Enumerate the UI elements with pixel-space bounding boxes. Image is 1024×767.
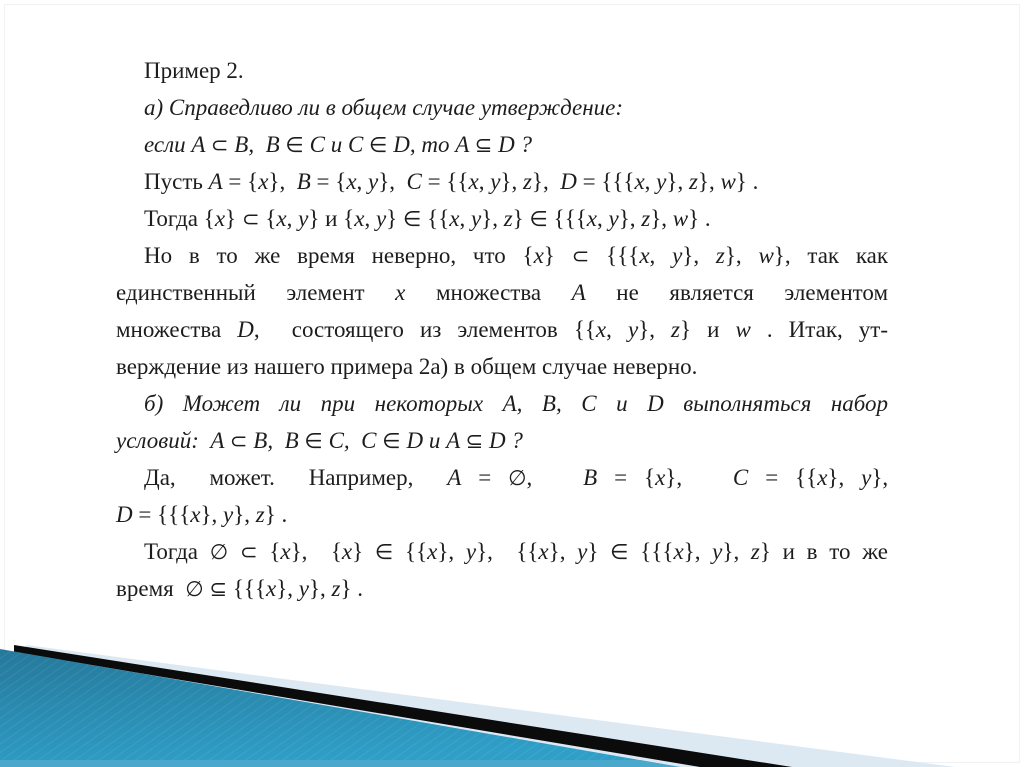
text-line: Пусть A = {x}, B = {x, y}, C = {{x, y}, z}, D = {{{x, y}, z}, w} . — [144, 169, 759, 194]
text-line: условий: A ⊂ B, B ∈ C, C ∈ D и A ⊆ D ? — [116, 428, 523, 453]
text-line: Тогда {x} ⊂ {x, y} и {x, y} ∈ {{x, y}, z} ∈ {{{x, y}, z}, w} . — [144, 206, 711, 231]
text-line: D = {{{x}, y}, z} . — [116, 502, 288, 527]
bottom-light-strip — [0, 760, 680, 767]
heading: Пример 2. — [144, 58, 244, 83]
corner-decoration — [0, 636, 1024, 767]
text-line: множества D, состоящего из элементов {{x, y}, z} и w . Итак, ут- — [116, 317, 889, 342]
text-line: а) Справедливо ли в общем случае утверждение: — [144, 95, 624, 120]
text-line: если A ⊂ B, B ∈ C и C ∈ D, то A ⊆ D ? — [144, 132, 532, 157]
text-line: верждение из нашего примера 2а) в общем случае неверно. — [116, 354, 698, 379]
text-line: Но в то же время неверно, что {x} ⊂ {{{x, y}, z}, w}, так как — [144, 243, 889, 268]
text-line: Да, может. Например, A = ∅, B = {x}, C = {{x}, y}, — [144, 465, 889, 490]
text-line: единственный элемент x множества A не является элементом — [116, 280, 889, 305]
text-line: время ∅ ⊆ {{{x}, y}, z} . — [116, 576, 364, 601]
text-line: Тогда ∅ ⊂ {x}, {x} ∈ {{x}, y}, {{x}, y} ∈ {{{x}, y}, z} и в то же — [144, 539, 888, 564]
slide-text — [116, 52, 888, 607]
text-line: б) Может ли при некоторых A, B, C и D выполняться набор — [144, 391, 889, 416]
